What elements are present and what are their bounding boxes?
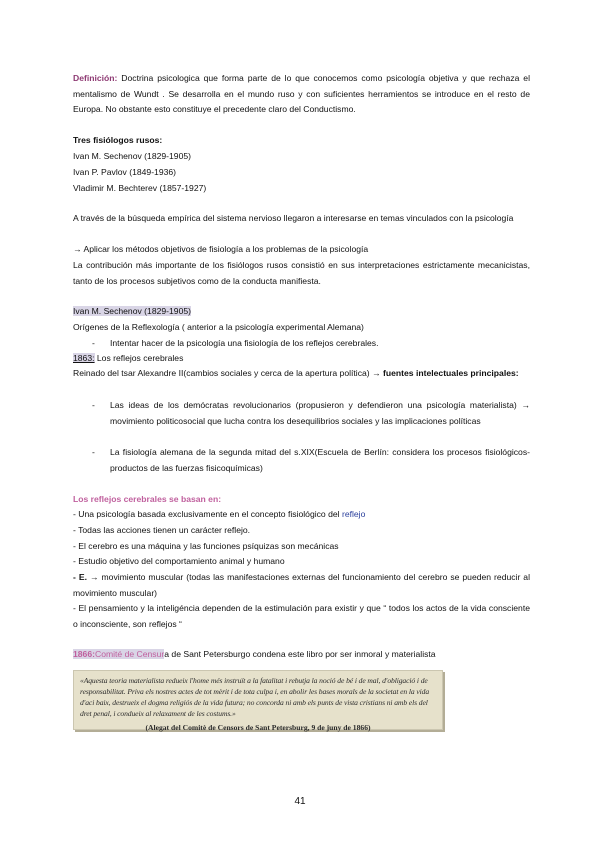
censorship-committee: Comité de Censur [94, 649, 165, 659]
censorship-line [73, 647, 530, 663]
reign-text: Reinado del tsar Alexandre II(cambios sociales y cerca de la apertura política) → [73, 368, 384, 378]
definition-label: Definición: [73, 73, 118, 83]
bullet-dash: - [92, 338, 95, 348]
year-1866: 1866: [73, 649, 95, 659]
sechenov-heading [73, 304, 530, 320]
physiologist-pavlov: Ivan P. Pavlov (1849-1936) [73, 167, 177, 177]
bullet-text: La fisiología alemana de la segunda mitad del s.XIX(Escuela de Berlín: considera los procesos fisiológicos-productos de las fuerzas fisicoquímicas) [110, 447, 530, 473]
definition-text: Doctrina psicologica que forma parte de lo que conocemos como psicología objetiva y que rechaza el mentalismo de Wundt . Se desarrolla en el mundo ruso y con suficientes herramientos se introduce en el resto de Europa. No obstante esto constituye el precedente claro del Conductismo. [73, 73, 530, 115]
reflexes-item-2: - Todas las acciones tienen un carácter reflejo. [73, 525, 251, 535]
physiologist-bechterev: Vladimir M. Bechterev (1857-1927) [73, 183, 207, 193]
reflexes-item-4: - Estudio objetivo del comportamiento animal y humano [73, 556, 285, 566]
sechenov-book-line [73, 351, 530, 367]
sechenov-origins: Orígenes de la Reflexología ( anterior a la psicología experimental Alemana) [73, 322, 364, 332]
reflexes-item-6: - El pensamiento y la inteligéncia dependen de la estimulación para existir y que “ todos los actos de la vida consciente o inconsciente, son reflejos “ [73, 603, 530, 629]
intro-contribution: La contribución más importante de los fisiólogos rusos consistió en sus interpretaciones estrictamente mecanicistas, tanto de los procesos subjetivos como de la conducta manifiesta. [73, 260, 530, 286]
bullet-text: Las ideas de los demócratas revolucionarios (propusieron y defendieron una psicología materialista) → movimiento politicosocial que lucha contra los desequilibrios sociales y las implicaciones políticas [110, 400, 530, 426]
physiologists-heading: Tres fisiólogos rusos: [73, 135, 163, 145]
sechenov-goal [92, 336, 512, 352]
physiologist-sechenov: Ivan M. Sechenov (1829-1905) [73, 151, 191, 161]
reflexes-heading: Los reflejos cerebrales se basan en: [73, 494, 222, 504]
reflexes-item-3: - El cerebro es una máquina y las funciones psíquizas son mecánicas [73, 541, 339, 551]
book-title: Los reflejos cerebrales [94, 353, 184, 363]
bullet-dash: - [92, 447, 95, 457]
intro-paragraph: A través de la búsqueda empírica del sistema nervioso llegaron a interesarse en temas vinculados con la psicología [73, 213, 514, 223]
reflexes-item-1 [73, 507, 530, 523]
reflexes-item-5-text: movimiento muscular (todas las manifestaciones externas del funcionamiento del cerebro se pueden reducir al movimiento muscular) [73, 572, 530, 598]
reign-bold: fuentes intelectuales principales: [383, 368, 519, 378]
quote-source: (Alegat del Comitè de Censors de Sant Petersburg, 9 de juny de 1866) [145, 723, 371, 732]
year-1863: 1863: [73, 353, 95, 363]
quote-text: «Aquesta teoria materialista redueix l'home més instruït a la fatalitat i rebutja la noció de bé i de mal, d'obligació i de responsabilitat. Priva els nostres actes de tot mèrit i de tota culpa i, en abolir les bases morals de la societat en la vida d'aci baix, destrueix el dogma religiós de la vida futura; no concorda ni amb els punts de vista cristians ni amb els del dret penal, i condueix al relaxament de les costums.» [80, 676, 430, 718]
censorship-text: a de Sant Petersburgo condena este libro por ser inmoral y materialista [164, 649, 436, 659]
quote-image [73, 670, 443, 730]
intro-arrow-line: → Aplicar los métodos objetivos de fisiología a los problemas de la psicología [73, 244, 369, 254]
reflexes-item-5-label: - E. → [73, 572, 99, 582]
definition-paragraph [73, 71, 530, 118]
bullet-dash: - [92, 400, 95, 410]
reflexes-item-1-text: - Una psicología basada exclusivamente en el concepto fisiológico del [73, 509, 342, 519]
source-bullet-1 [92, 398, 530, 429]
reflejo-word: reflejo [341, 509, 366, 519]
page-number: 41 [294, 796, 306, 807]
sechenov-name: Ivan M. Sechenov (1829-1905) [73, 306, 191, 316]
sechenov-goal-text: Intentar hacer de la psicología una fisiología de los reflejos cerebrales. [110, 338, 379, 348]
sechenov-reign [73, 366, 530, 382]
reflexes-item-5 [73, 570, 530, 601]
source-bullet-2 [92, 445, 530, 476]
